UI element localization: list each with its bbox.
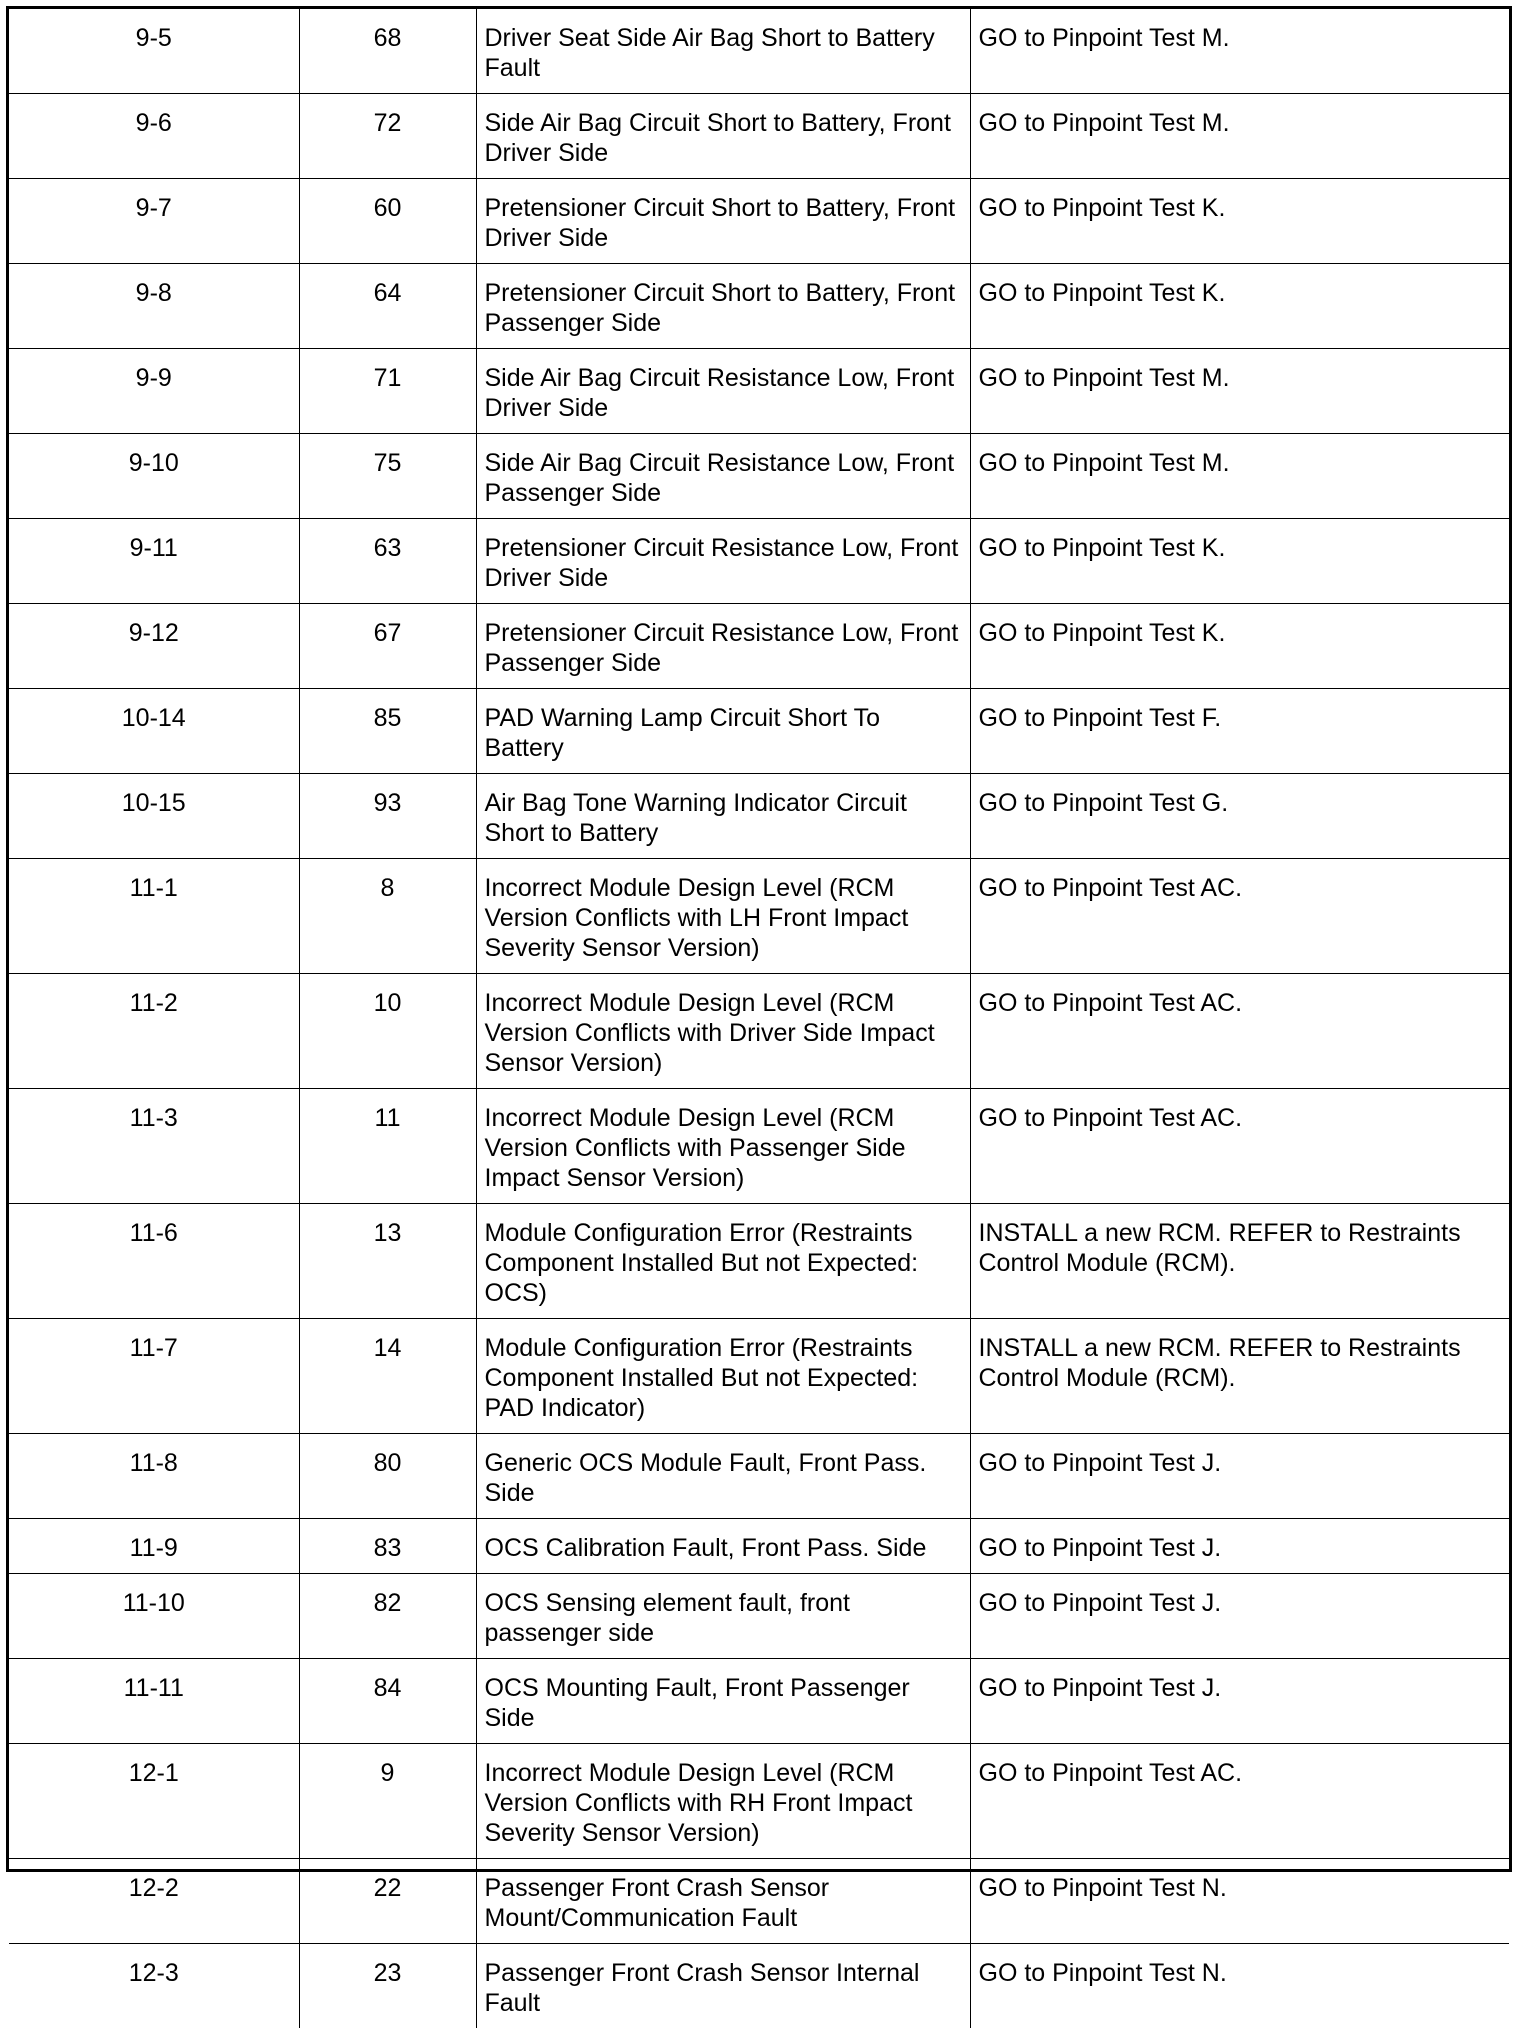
table-row <box>9 1089 1509 1204</box>
flash-code-cell: 72 <box>299 94 476 179</box>
flash-code-cell: 60 <box>299 179 476 264</box>
dtc-code-cell: 9-5 <box>9 9 299 94</box>
table-row <box>9 1574 1509 1659</box>
table-row <box>9 1744 1509 1859</box>
flash-code-cell: 83 <box>299 1519 476 1574</box>
action-cell: GO to Pinpoint Test K. <box>970 179 1509 264</box>
table-row <box>9 1519 1509 1574</box>
action-cell: GO to Pinpoint Test M. <box>970 94 1509 179</box>
description-cell: OCS Sensing element fault, front passenger side <box>476 1574 970 1659</box>
description-cell: Module Configuration Error (Restraints Component Installed But not Expected: PAD Indicator) <box>476 1319 970 1434</box>
description-cell: Incorrect Module Design Level (RCM Version Conflicts with Passenger Side Impact Sensor Version) <box>476 1089 970 1204</box>
description-cell: Generic OCS Module Fault, Front Pass. Side <box>476 1434 970 1519</box>
dtc-code-cell: 11-1 <box>9 859 299 974</box>
dtc-code-cell: 11-10 <box>9 1574 299 1659</box>
dtc-code-cell: 12-3 <box>9 1944 299 2028</box>
action-cell: GO to Pinpoint Test M. <box>970 434 1509 519</box>
table-row <box>9 1859 1509 1944</box>
dtc-code-cell: 11-6 <box>9 1204 299 1319</box>
table-row <box>9 1434 1509 1519</box>
action-cell: GO to Pinpoint Test J. <box>970 1659 1509 1744</box>
dtc-table-body <box>9 9 1509 2028</box>
table-row <box>9 1319 1509 1434</box>
flash-code-cell: 82 <box>299 1574 476 1659</box>
action-cell: GO to Pinpoint Test AC. <box>970 1089 1509 1204</box>
dtc-code-cell: 11-11 <box>9 1659 299 1744</box>
table-row <box>9 1204 1509 1319</box>
table-row <box>9 264 1509 349</box>
flash-code-cell: 64 <box>299 264 476 349</box>
description-cell: Incorrect Module Design Level (RCM Version Conflicts with LH Front Impact Severity Sensor Version) <box>476 859 970 974</box>
flash-code-cell: 22 <box>299 1859 476 1944</box>
description-cell: Side Air Bag Circuit Resistance Low, Front Driver Side <box>476 349 970 434</box>
dtc-code-cell: 11-3 <box>9 1089 299 1204</box>
document-page <box>6 6 1512 1872</box>
table-row <box>9 349 1509 434</box>
action-cell: GO to Pinpoint Test K. <box>970 604 1509 689</box>
dtc-code-cell: 10-14 <box>9 689 299 774</box>
dtc-code-cell: 9-10 <box>9 434 299 519</box>
flash-code-cell: 84 <box>299 1659 476 1744</box>
flash-code-cell: 14 <box>299 1319 476 1434</box>
dtc-code-cell: 10-15 <box>9 774 299 859</box>
flash-code-cell: 80 <box>299 1434 476 1519</box>
description-cell: OCS Mounting Fault, Front Passenger Side <box>476 1659 970 1744</box>
action-cell: GO to Pinpoint Test K. <box>970 264 1509 349</box>
flash-code-cell: 9 <box>299 1744 476 1859</box>
table-row <box>9 9 1509 94</box>
description-cell: Pretensioner Circuit Short to Battery, Front Passenger Side <box>476 264 970 349</box>
flash-code-cell: 11 <box>299 1089 476 1204</box>
flash-code-cell: 8 <box>299 859 476 974</box>
description-cell: Module Configuration Error (Restraints Component Installed But not Expected: OCS) <box>476 1204 970 1319</box>
description-cell: OCS Calibration Fault, Front Pass. Side <box>476 1519 970 1574</box>
flash-code-cell: 71 <box>299 349 476 434</box>
table-row <box>9 434 1509 519</box>
table-row <box>9 859 1509 974</box>
table-row <box>9 519 1509 604</box>
action-cell: INSTALL a new RCM. REFER to Restraints Control Module (RCM). <box>970 1319 1509 1434</box>
dtc-code-cell: 9-6 <box>9 94 299 179</box>
flash-code-cell: 93 <box>299 774 476 859</box>
table-row <box>9 604 1509 689</box>
flash-code-cell: 13 <box>299 1204 476 1319</box>
description-cell: Air Bag Tone Warning Indicator Circuit Short to Battery <box>476 774 970 859</box>
dtc-code-cell: 9-8 <box>9 264 299 349</box>
table-row <box>9 774 1509 859</box>
table-row <box>9 179 1509 264</box>
dtc-table <box>9 9 1509 2028</box>
description-cell: Pretensioner Circuit Resistance Low, Front Driver Side <box>476 519 970 604</box>
dtc-code-cell: 11-8 <box>9 1434 299 1519</box>
dtc-code-cell: 11-2 <box>9 974 299 1089</box>
dtc-code-cell: 11-7 <box>9 1319 299 1434</box>
action-cell: INSTALL a new RCM. REFER to Restraints Control Module (RCM). <box>970 1204 1509 1319</box>
action-cell: GO to Pinpoint Test N. <box>970 1944 1509 2028</box>
dtc-code-cell: 11-9 <box>9 1519 299 1574</box>
description-cell: Pretensioner Circuit Short to Battery, Front Driver Side <box>476 179 970 264</box>
action-cell: GO to Pinpoint Test G. <box>970 774 1509 859</box>
flash-code-cell: 23 <box>299 1944 476 2028</box>
description-cell: Incorrect Module Design Level (RCM Version Conflicts with RH Front Impact Severity Sensor Version) <box>476 1744 970 1859</box>
table-row <box>9 974 1509 1089</box>
dtc-code-cell: 9-7 <box>9 179 299 264</box>
flash-code-cell: 67 <box>299 604 476 689</box>
dtc-code-cell: 12-1 <box>9 1744 299 1859</box>
description-cell: Passenger Front Crash Sensor Internal Fault <box>476 1944 970 2028</box>
action-cell: GO to Pinpoint Test J. <box>970 1574 1509 1659</box>
action-cell: GO to Pinpoint Test M. <box>970 349 1509 434</box>
table-row <box>9 1944 1509 2028</box>
description-cell: Side Air Bag Circuit Short to Battery, Front Driver Side <box>476 94 970 179</box>
description-cell: Passenger Front Crash Sensor Mount/Communication Fault <box>476 1859 970 1944</box>
dtc-code-cell: 12-2 <box>9 1859 299 1944</box>
table-row <box>9 689 1509 774</box>
action-cell: GO to Pinpoint Test N. <box>970 1859 1509 1944</box>
description-cell: PAD Warning Lamp Circuit Short To Battery <box>476 689 970 774</box>
action-cell: GO to Pinpoint Test AC. <box>970 974 1509 1089</box>
description-cell: Driver Seat Side Air Bag Short to Battery Fault <box>476 9 970 94</box>
description-cell: Incorrect Module Design Level (RCM Version Conflicts with Driver Side Impact Sensor Version) <box>476 974 970 1089</box>
action-cell: GO to Pinpoint Test J. <box>970 1434 1509 1519</box>
description-cell: Side Air Bag Circuit Resistance Low, Front Passenger Side <box>476 434 970 519</box>
table-row <box>9 1659 1509 1744</box>
action-cell: GO to Pinpoint Test M. <box>970 9 1509 94</box>
flash-code-cell: 68 <box>299 9 476 94</box>
flash-code-cell: 10 <box>299 974 476 1089</box>
action-cell: GO to Pinpoint Test J. <box>970 1519 1509 1574</box>
table-row <box>9 94 1509 179</box>
action-cell: GO to Pinpoint Test K. <box>970 519 1509 604</box>
flash-code-cell: 75 <box>299 434 476 519</box>
description-cell: Pretensioner Circuit Resistance Low, Front Passenger Side <box>476 604 970 689</box>
action-cell: GO to Pinpoint Test F. <box>970 689 1509 774</box>
flash-code-cell: 85 <box>299 689 476 774</box>
dtc-code-cell: 9-9 <box>9 349 299 434</box>
flash-code-cell: 63 <box>299 519 476 604</box>
dtc-code-cell: 9-11 <box>9 519 299 604</box>
action-cell: GO to Pinpoint Test AC. <box>970 859 1509 974</box>
action-cell: GO to Pinpoint Test AC. <box>970 1744 1509 1859</box>
dtc-code-cell: 9-12 <box>9 604 299 689</box>
